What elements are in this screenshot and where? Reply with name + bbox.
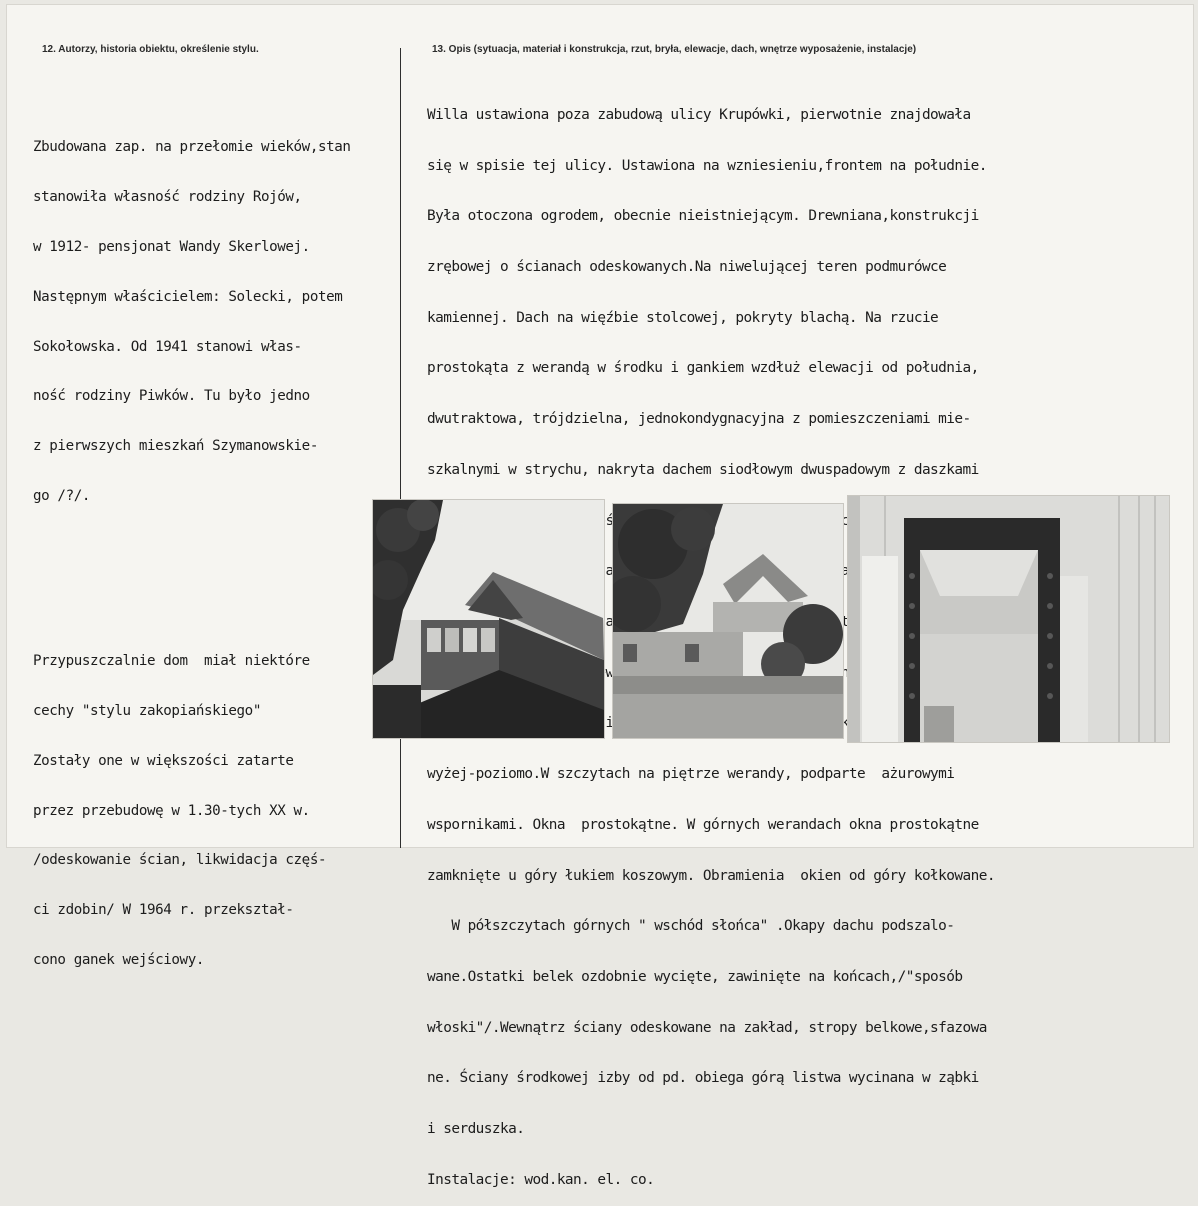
section-12-header: 12. Autorzy, historia obiektu, określenie stylu. xyxy=(42,44,259,55)
photo-house-garden xyxy=(613,504,843,738)
history-text xyxy=(33,73,351,1018)
photo-veranda-gable xyxy=(373,500,604,738)
text-line: i serduszka. xyxy=(427,1121,525,1138)
text-line: zrębowej o ścianach odeskowanych.Na niwelującej teren podmurówce xyxy=(427,258,947,275)
text-line: W półszczytach górnych " wschód słońca" .Okapy dachu podszalo- xyxy=(427,918,955,935)
text-line: /odeskowanie ścian, likwidacja częś- xyxy=(33,852,327,869)
text-line: w 1912- pensjonat Wandy Skerlowej. xyxy=(33,238,310,255)
text-line: wspornikami. Okna prostokątne. W górnych werandach okna prostokątne xyxy=(427,816,979,833)
text-line: Przypuszczalnie dom miał niektóre xyxy=(33,653,310,670)
text-line: Zbudowana zap. na przełomie wieków,stan xyxy=(33,139,351,156)
text-line: Była otoczona ogrodem, obecnie nieistniejącym. Drewniana,konstrukcji xyxy=(427,208,979,225)
text-line: ci zdobin/ W 1964 r. przekształ- xyxy=(33,902,294,919)
text-line: go /?/. xyxy=(33,487,90,504)
section-13-header: 13. Opis (sytuacja, materiał i konstrukcja, rzut, bryła, elewacje, dach, wnętrze wyposażenie, instalacje) xyxy=(432,44,917,55)
text-line: z pierwszych mieszkań Szymanowskie- xyxy=(33,438,318,455)
text-line: Sokołowska. Od 1941 stanowi włas- xyxy=(33,338,302,355)
text-line: ność rodziny Piwków. Tu było jedno xyxy=(33,388,310,405)
history-paragraph-2 xyxy=(33,620,351,1002)
history-paragraph-1 xyxy=(33,106,351,537)
text-line: szkalnymi w strychu, nakryta dachem siodłowym dwuspadowym z daszkami xyxy=(427,461,979,478)
text-line: cechy "stylu zakopiańskiego" xyxy=(33,702,261,719)
text-line: włoski"/.Wewnątrz ściany odeskowane na zakład, stropy belkowe,sfazowa xyxy=(427,1019,987,1036)
text-line: ganek xyxy=(824,664,866,681)
text-line: dwutraktowa, trójdzielna, jednokondygnacyjna z pomieszczeniami mie- xyxy=(427,411,971,428)
text-line: przez przebudowę w 1.30-tych XX w. xyxy=(33,802,310,819)
text-line: wyżej-poziomo.W szczytach na piętrze werandy, podparte ażurowymi xyxy=(427,766,955,783)
text-line: się w spisie tej ulicy. Ustawiona na wzniesieniu,frontem na południe. xyxy=(427,157,987,174)
text-line: zamknięte u góry łukiem koszowym. Obramienia okien od góry kołkowane. xyxy=(427,867,995,884)
text-line: ne. Ściany środkowej izby od pd. obiega górą listwa wycinana w ząbki xyxy=(427,1070,979,1087)
text-line: Następnym właścicielem: Solecki, potem xyxy=(33,288,343,305)
text-line: Willa ustawiona poza zabudową ulicy Krupówki, pierwotnie znajdowała xyxy=(427,106,971,123)
text-line: Zostały one w większości zatarte xyxy=(33,752,294,769)
text-line: prostokąta z werandą w środku i gankiem wzdłuż elewacji od południa, xyxy=(427,360,979,377)
photo-interior-door xyxy=(848,496,1169,742)
text-line: wane.Ostatki belek ozdobnie wycięte, zawinięte na końcach,/"sposób xyxy=(427,969,963,986)
text-line: kamiennej. Dach na więźbie stolcowej, pokryty blachą. Na rzucie xyxy=(427,309,939,326)
text-line: połaci xyxy=(581,563,630,580)
text-line: stanowiła własność rodziny Rojów, xyxy=(33,189,302,206)
text-line: cono ganek wejściowy. xyxy=(33,951,204,968)
text-line: Instalacje: wod.kan. el. co. xyxy=(427,1171,655,1188)
